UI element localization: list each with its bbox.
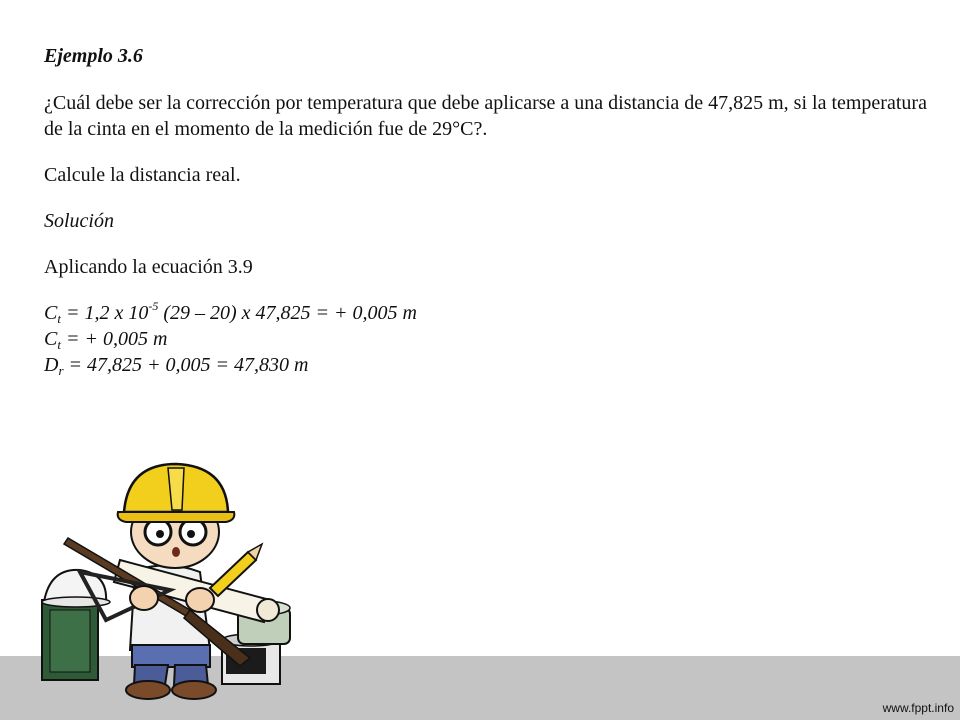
example-title: Ejemplo 3.6 — [44, 45, 143, 67]
applying-equation-text: Aplicando la ecuación 3.9 — [44, 256, 253, 278]
green-box-icon — [42, 600, 98, 680]
footer-url[interactable]: www.fppt.info — [882, 701, 954, 715]
equation-line-3: $D_r = 47,825 + 0,005 = 47,830$ m — [44, 354, 309, 378]
question-text: ¿Cuál debe ser la corrección por temperatura que debe aplicarse a una distancia de 47,825 m, si la temperatura de la cinta en el momento de la medición fue de 29°C?. — [44, 92, 927, 140]
instruction-text: Calcule la distancia real. — [44, 164, 241, 186]
slide-content — [44, 40, 939, 378]
equation-line-2: $C_t$ = + 0,005 m — [44, 328, 168, 352]
pencil-icon — [210, 544, 262, 596]
construction-worker-illustration — [40, 460, 300, 700]
solution-heading: Solución — [44, 210, 114, 232]
yellow-helmet-icon — [118, 464, 235, 522]
equation-line-1: $C_t = 1,2$ x $10^{-5}$ (29 – 20) x 47,825 = + 0,005 m — [44, 299, 417, 326]
